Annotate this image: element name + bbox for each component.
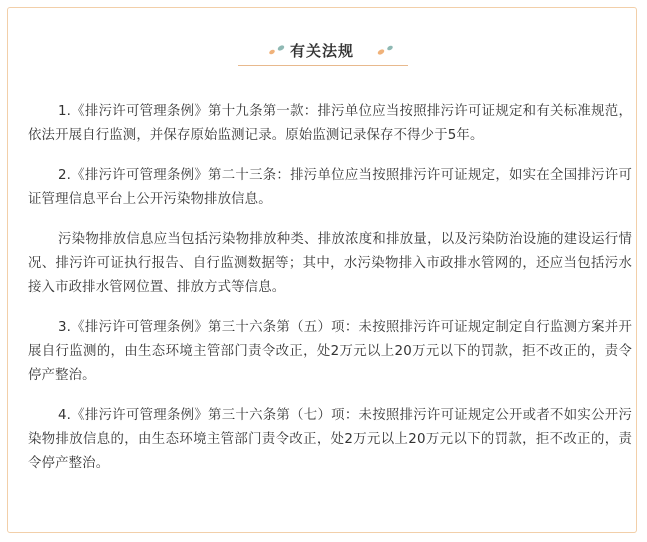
- paragraph-5: 4.《排污许可管理条例》第三十六条第（七）项：未按照排污许可证规定公开或者不如实公开污染物排放信息的，由生态环境主管部门责令改正，处2万元以上20万元以下的罚款，拒不改正的，责令停产整治。: [28, 408, 632, 471]
- paragraph-4: 3.《排污许可管理条例》第三十六条第（五）项：未按照排污许可证规定制定自行监测方案并开展自行监测的，由生态环境主管部门责令改正，处2万元以上20万元以下的罚款，拒不改正的，责令停产整治。: [28, 320, 632, 383]
- paragraph-1: 1.《排污许可管理条例》第十九条第一款：排污单位应当按照排污许可证规定和有关标准规范，依法开展自行监测，并保存原始监测记录。原始监测记录保存不得少于5年。: [28, 104, 632, 143]
- decorative-leaf-right-icon: [374, 43, 398, 57]
- page-title: 有关法规: [289, 42, 354, 60]
- paragraph-2: 2.《排污许可管理条例》第二十三条：排污单位应当按照排污许可证规定，如实在全国排污许可证管理信息平台上公开污染物排放信息。: [28, 168, 632, 207]
- content-frame: [7, 7, 637, 533]
- regulation-text: [28, 100, 632, 492]
- title-container: [8, 40, 636, 61]
- paragraph-3: 污染物排放信息应当包括污染物排放种类、排放浓度和排放量，以及污染防治设施的建设运行情况、排污许可证执行报告、自行监测数据等；其中，水污染物排入市政排水管网的，还应当包括污水接入市政排水管网位置、排放方式等信息。: [28, 232, 632, 295]
- title-underline: [238, 65, 408, 66]
